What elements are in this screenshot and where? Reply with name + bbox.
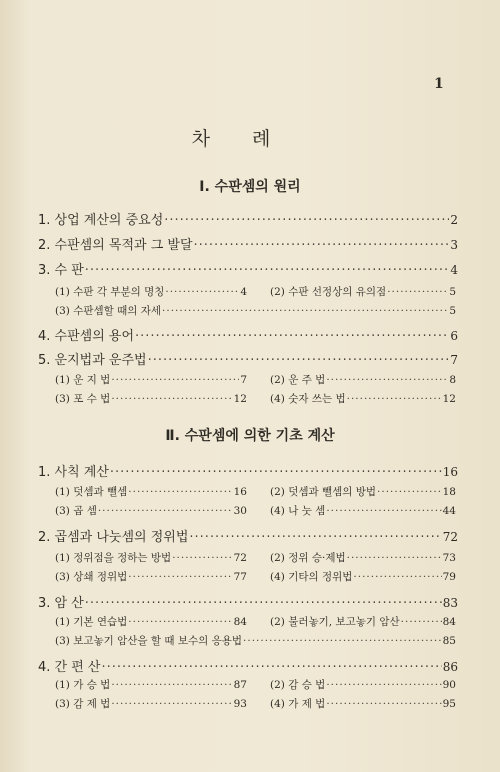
- toc-entry: [38, 461, 458, 480]
- part1-heading: Ⅰ. 수판셈의 원리: [199, 179, 301, 195]
- entry-label: (4) 나 눗 셈: [270, 505, 326, 517]
- leader-dots: [172, 552, 232, 564]
- entry-label: 1. 사칙 계산: [38, 465, 109, 480]
- entry-label: (3) 감 제 법: [55, 698, 111, 710]
- entry-label: 2. 수판셈의 목적과 그 발달: [38, 238, 193, 253]
- toc-entry: [38, 656, 458, 675]
- leader-dots: [194, 238, 450, 253]
- toc-subentry: [55, 503, 247, 518]
- entry-page: 5: [449, 286, 456, 298]
- leader-dots: [128, 616, 232, 628]
- entry-label: (2) 불러놓기, 보고놓기 암산: [270, 616, 400, 628]
- entry-label: (4) 숫자 쓰는 법: [270, 393, 346, 405]
- toc-subentry: [270, 677, 456, 692]
- toc-entry: [38, 209, 458, 228]
- toc-entry: [38, 259, 458, 278]
- leader-dots: [353, 571, 441, 583]
- entry-page: 73: [442, 552, 456, 564]
- entry-page: 90: [442, 679, 456, 691]
- toc-subentry: [270, 372, 456, 387]
- entry-page: 44: [442, 505, 456, 517]
- toc-subentry: [270, 503, 456, 518]
- leader-dots: [135, 329, 449, 344]
- entry-label: (1) 덧셈과 뺄셈: [55, 486, 128, 498]
- toc-subentry: [270, 284, 456, 299]
- leader-dots: [111, 679, 232, 691]
- toc-entry: [38, 592, 458, 611]
- toc-subentry: [270, 614, 456, 629]
- leader-dots: [326, 698, 441, 710]
- entry-label: (1) 정위점을 정하는 방법: [55, 552, 172, 564]
- entry-page: 4: [450, 263, 458, 277]
- entry-page: 16: [442, 465, 458, 479]
- leader-dots: [189, 530, 441, 545]
- leader-dots: [387, 286, 448, 298]
- entry-label: 3. 수 판: [38, 263, 84, 278]
- leader-dots: [243, 635, 442, 647]
- leader-dots: [85, 596, 442, 611]
- toc-subentry: [270, 391, 456, 406]
- leader-dots: [377, 486, 442, 498]
- entry-label: (4) 가 제 법: [270, 698, 326, 710]
- entry-page: 18: [442, 486, 456, 498]
- leader-dots: [347, 393, 442, 405]
- entry-page: 85: [442, 635, 456, 647]
- entry-page: 2: [450, 213, 458, 227]
- entry-page: 7: [450, 353, 458, 367]
- entry-page: 72: [442, 530, 458, 544]
- entry-label: (3) 곱 셈: [55, 505, 97, 517]
- entry-page: 86: [442, 660, 458, 674]
- entry-label: (3) 보고놓기 암산을 할 때 보수의 응용법: [55, 635, 243, 647]
- entry-page: 84: [442, 616, 456, 628]
- toc-entry: [38, 325, 458, 344]
- entry-page: 95: [442, 698, 456, 710]
- toc-subentry: [55, 633, 456, 648]
- leader-dots: [98, 505, 233, 517]
- toc-subentry: [55, 303, 456, 318]
- leader-dots: [111, 393, 232, 405]
- entry-label: (2) 수판 선정상의 유의점: [270, 286, 387, 298]
- entry-label: (2) 감 승 법: [270, 679, 326, 691]
- entry-page: 87: [233, 679, 247, 691]
- entry-label: (1) 기본 연습법: [55, 616, 128, 628]
- entry-page: 79: [442, 571, 456, 583]
- entry-label: (1) 운 지 법: [55, 374, 111, 386]
- toc-subentry: [55, 284, 247, 299]
- entry-page: 7: [240, 374, 247, 386]
- leader-dots: [326, 374, 448, 386]
- entry-label: 3. 암 산: [38, 596, 84, 611]
- toc-subentry: [270, 696, 456, 711]
- leader-dots: [101, 660, 441, 675]
- leader-dots: [326, 679, 441, 691]
- entry-page: 77: [233, 571, 247, 583]
- toc-entry: [38, 526, 458, 545]
- entry-label: 5. 운지법과 운주법: [38, 353, 147, 368]
- entry-label: (4) 기타의 정위법: [270, 571, 353, 583]
- leader-dots: [128, 571, 232, 583]
- leader-dots: [347, 552, 442, 564]
- entry-label: 4. 간 편 산: [38, 660, 101, 675]
- entry-label: 2. 곱셈과 나눗셈의 정위법: [38, 530, 189, 545]
- entry-page: 6: [450, 329, 458, 343]
- entry-page: 8: [449, 374, 456, 386]
- entry-page: 93: [233, 698, 247, 710]
- entry-page: 72: [233, 552, 247, 564]
- leader-dots: [401, 616, 442, 628]
- entry-label: (2) 정위 승·제법: [270, 552, 346, 564]
- toc-subentry: [270, 569, 456, 584]
- leader-dots: [165, 286, 239, 298]
- leader-dots: [164, 213, 449, 228]
- entry-page: 12: [442, 393, 456, 405]
- toc-subentry: [270, 550, 456, 565]
- toc-subentry: [55, 391, 247, 406]
- entry-page: 84: [233, 616, 247, 628]
- entry-label: (3) 상쇄 정위법: [55, 571, 128, 583]
- entry-page: 83: [442, 596, 458, 610]
- entry-page: 5: [449, 305, 456, 317]
- toc-entry: [38, 234, 458, 253]
- leader-dots: [128, 486, 232, 498]
- toc-subentry: [55, 569, 247, 584]
- entry-label: (2) 운 주 법: [270, 374, 326, 386]
- leader-dots: [162, 305, 448, 317]
- toc-subentry: [55, 484, 247, 499]
- entry-page: 12: [233, 393, 247, 405]
- leader-dots: [110, 465, 442, 480]
- toc-entry: [38, 349, 458, 368]
- entry-page: 3: [450, 238, 458, 252]
- entry-label: (3) 수판셈할 때의 자세: [55, 305, 162, 317]
- part2-heading: Ⅱ. 수판셈에 의한 기초 계산: [165, 428, 335, 444]
- entry-label: (1) 가 승 법: [55, 679, 111, 691]
- leader-dots: [148, 353, 450, 368]
- leader-dots: [85, 263, 450, 278]
- toc-subentry: [270, 484, 456, 499]
- leader-dots: [111, 374, 239, 386]
- page-title: 차 례: [191, 128, 289, 150]
- toc-subentry: [55, 614, 247, 629]
- entry-page: 30: [233, 505, 247, 517]
- entry-label: 4. 수판셈의 용어: [38, 329, 135, 344]
- leader-dots: [326, 505, 441, 517]
- toc-subentry: [55, 677, 247, 692]
- entry-label: (1) 수판 각 부분의 명칭: [55, 286, 165, 298]
- entry-label: (2) 덧셈과 뺄셈의 방법: [270, 486, 377, 498]
- entry-label: (3) 포 수 법: [55, 393, 111, 405]
- entry-page: 4: [240, 286, 247, 298]
- toc-subentry: [55, 372, 247, 387]
- toc-subentry: [55, 696, 247, 711]
- leader-dots: [111, 698, 232, 710]
- entry-label: 1. 상업 계산의 중요성: [38, 213, 164, 228]
- page-number: 1: [434, 76, 444, 92]
- entry-page: 16: [233, 486, 247, 498]
- toc-subentry: [55, 550, 247, 565]
